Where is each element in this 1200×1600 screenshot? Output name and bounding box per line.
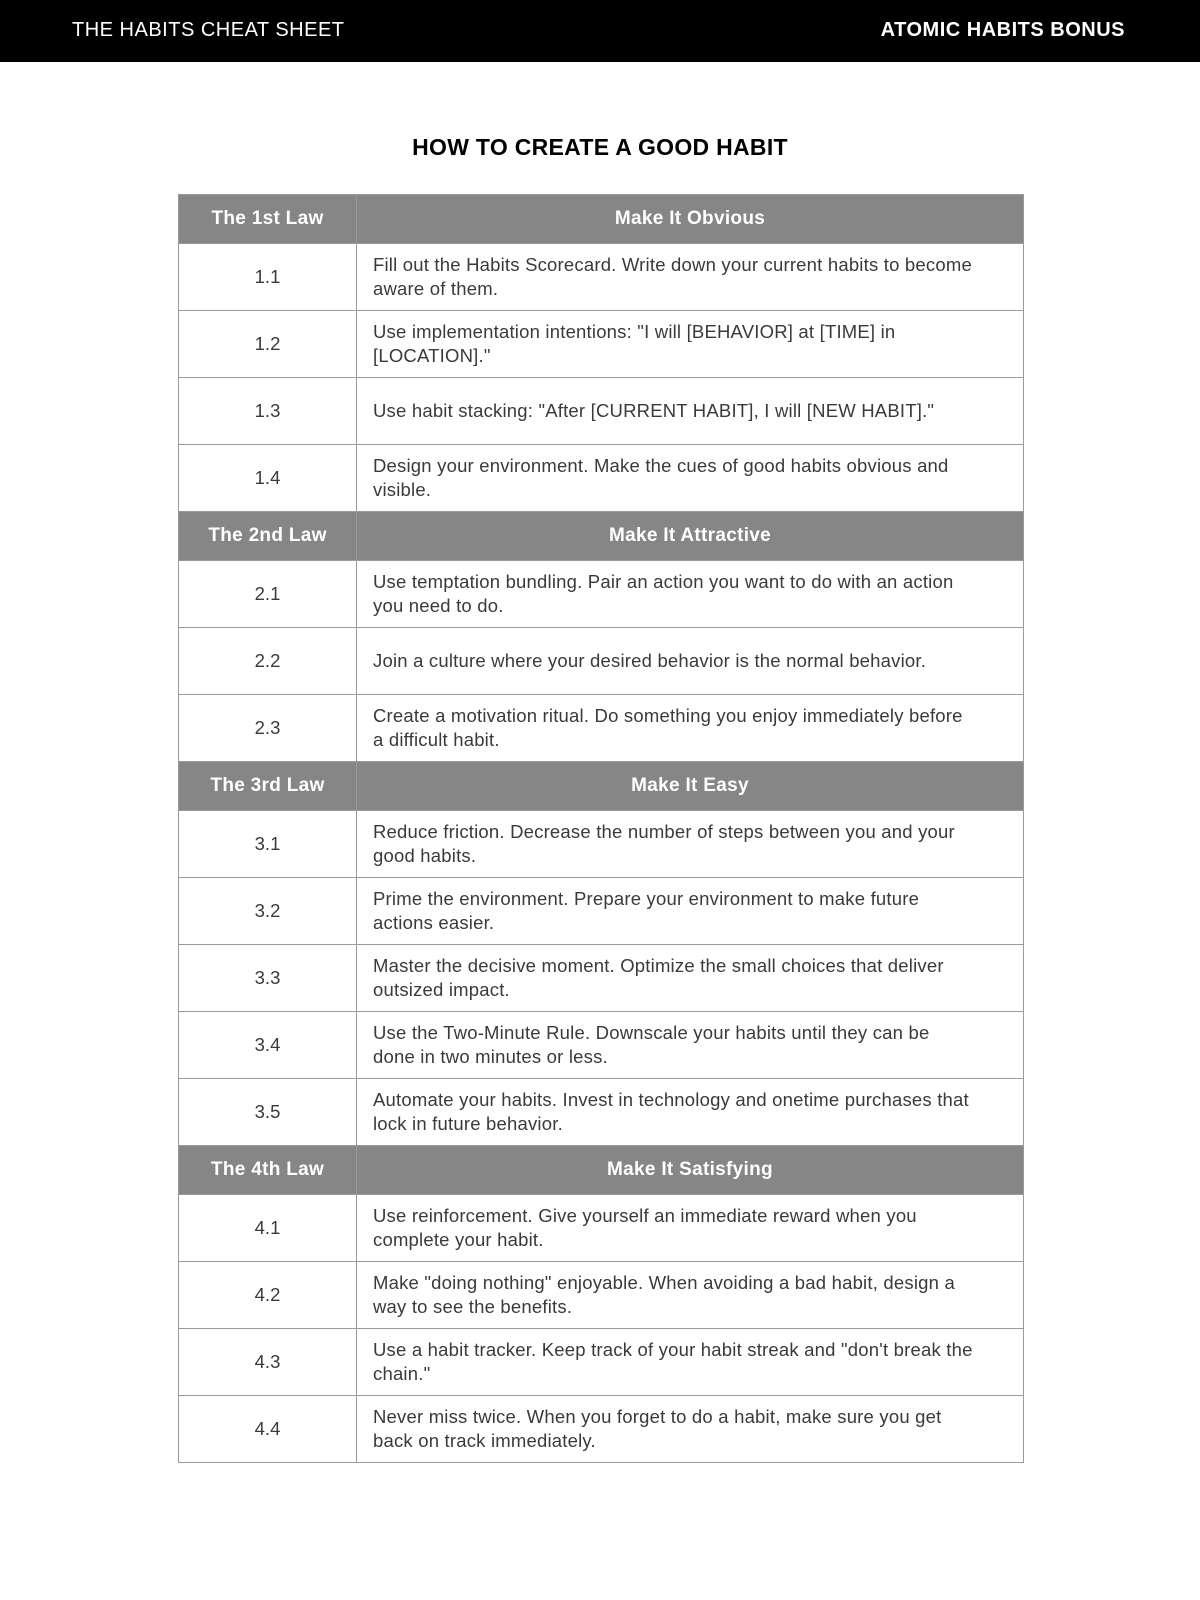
item-description: Fill out the Habits Scorecard. Write down your current habits to become aware of them. bbox=[357, 244, 1024, 311]
table-row bbox=[179, 1262, 1024, 1329]
table-row bbox=[179, 811, 1024, 878]
item-description: Use temptation bundling. Pair an action you want to do with an action you need to do. bbox=[357, 561, 1024, 628]
item-description: Design your environment. Make the cues of good habits obvious and visible. bbox=[357, 445, 1024, 512]
item-number: 3.3 bbox=[179, 945, 357, 1012]
header-right-title: ATOMIC HABITS BONUS bbox=[880, 19, 1125, 41]
item-number: 2.3 bbox=[179, 695, 357, 762]
item-number: 1.4 bbox=[179, 445, 357, 512]
table-row bbox=[179, 878, 1024, 945]
law-header-row bbox=[179, 195, 1024, 244]
law-header-row bbox=[179, 762, 1024, 811]
item-description: Create a motivation ritual. Do something you enjoy immediately before a difficult habit. bbox=[357, 695, 1024, 762]
item-number: 4.1 bbox=[179, 1195, 357, 1262]
item-description: Automate your habits. Invest in technology and onetime purchases that lock in future behavior. bbox=[357, 1079, 1024, 1146]
item-description: Use reinforcement. Give yourself an immediate reward when you complete your habit. bbox=[357, 1195, 1024, 1262]
item-number: 2.2 bbox=[179, 628, 357, 695]
item-number: 1.3 bbox=[179, 378, 357, 445]
item-number: 4.2 bbox=[179, 1262, 357, 1329]
item-number: 1.2 bbox=[179, 311, 357, 378]
law-title: Make It Satisfying bbox=[357, 1146, 1024, 1195]
law-label: The 3rd Law bbox=[179, 762, 357, 811]
item-number: 2.1 bbox=[179, 561, 357, 628]
law-title: Make It Attractive bbox=[357, 512, 1024, 561]
item-description: Use implementation intentions: "I will [BEHAVIOR] at [TIME] in [LOCATION]." bbox=[357, 311, 1024, 378]
item-description: Use habit stacking: "After [CURRENT HABIT], I will [NEW HABIT]." bbox=[357, 378, 1024, 445]
law-title: Make It Easy bbox=[357, 762, 1024, 811]
header-left-title: THE HABITS CHEAT SHEET bbox=[72, 19, 345, 41]
table-row bbox=[179, 561, 1024, 628]
table-row bbox=[179, 445, 1024, 512]
top-banner bbox=[0, 0, 1200, 62]
item-number: 1.1 bbox=[179, 244, 357, 311]
item-description: Make "doing nothing" enjoyable. When avoiding a bad habit, design a way to see the benefits. bbox=[357, 1262, 1024, 1329]
item-description: Join a culture where your desired behavior is the normal behavior. bbox=[357, 628, 1024, 695]
item-number: 3.5 bbox=[179, 1079, 357, 1146]
law-header-row bbox=[179, 512, 1024, 561]
table-row bbox=[179, 244, 1024, 311]
item-description: Use the Two-Minute Rule. Downscale your habits until they can be done in two minutes or less. bbox=[357, 1012, 1024, 1079]
item-number: 4.4 bbox=[179, 1396, 357, 1463]
table-row bbox=[179, 378, 1024, 445]
page-title: HOW TO CREATE A GOOD HABIT bbox=[412, 134, 788, 160]
table-row bbox=[179, 1195, 1024, 1262]
law-label: The 4th Law bbox=[179, 1146, 357, 1195]
law-label: The 1st Law bbox=[179, 195, 357, 244]
law-label: The 2nd Law bbox=[179, 512, 357, 561]
item-description: Prime the environment. Prepare your environment to make future actions easier. bbox=[357, 878, 1024, 945]
item-description: Master the decisive moment. Optimize the small choices that deliver outsized impact. bbox=[357, 945, 1024, 1012]
item-description: Reduce friction. Decrease the number of steps between you and your good habits. bbox=[357, 811, 1024, 878]
table-row bbox=[179, 311, 1024, 378]
table-row bbox=[179, 695, 1024, 762]
table-row bbox=[179, 1396, 1024, 1463]
law-header-row bbox=[179, 1146, 1024, 1195]
table-row bbox=[179, 628, 1024, 695]
item-number: 3.2 bbox=[179, 878, 357, 945]
table-row bbox=[179, 1079, 1024, 1146]
habits-table bbox=[178, 194, 1024, 1463]
item-number: 3.4 bbox=[179, 1012, 357, 1079]
table-row bbox=[179, 1329, 1024, 1396]
item-description: Use a habit tracker. Keep track of your habit streak and "don't break the chain." bbox=[357, 1329, 1024, 1396]
item-number: 4.3 bbox=[179, 1329, 357, 1396]
law-title: Make It Obvious bbox=[357, 195, 1024, 244]
table-row bbox=[179, 945, 1024, 1012]
table-row bbox=[179, 1012, 1024, 1079]
item-description: Never miss twice. When you forget to do a habit, make sure you get back on track immediately. bbox=[357, 1396, 1024, 1463]
item-number: 3.1 bbox=[179, 811, 357, 878]
